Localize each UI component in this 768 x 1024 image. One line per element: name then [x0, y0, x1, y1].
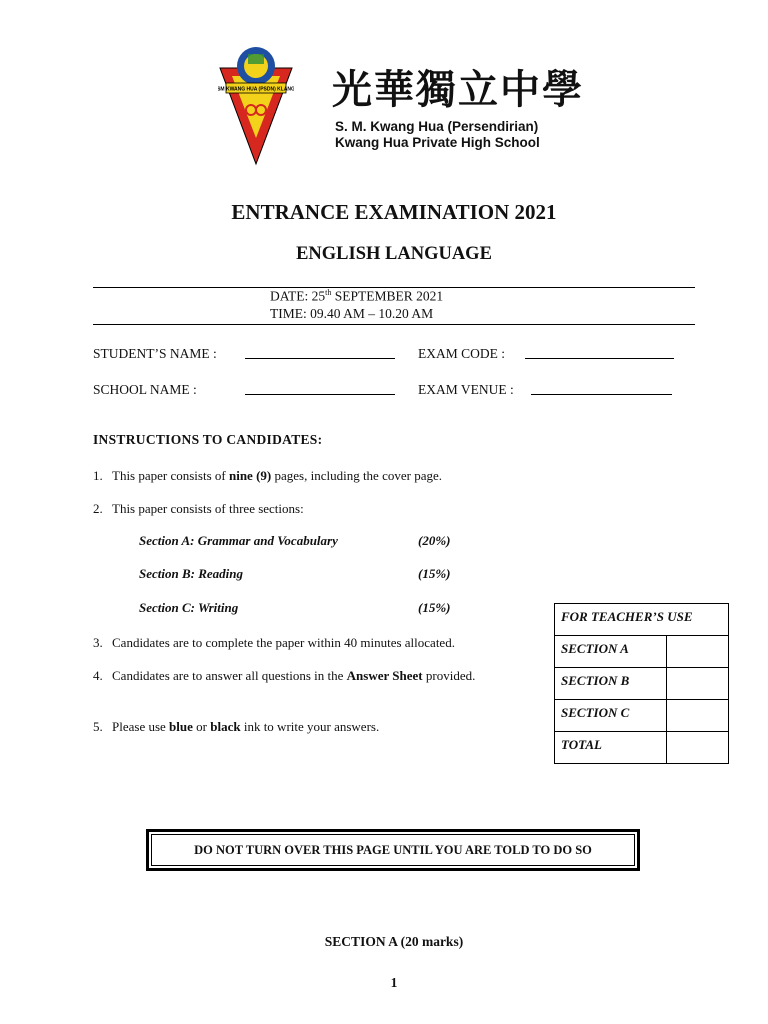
warning-text: DO NOT TURN OVER THIS PAGE UNTIL YOU ARE TOLD TO DO SO — [151, 834, 635, 866]
exam-title: ENTRANCE EXAMINATION 2021 — [231, 200, 557, 224]
school-name-line2: Kwang Hua Private High School — [335, 135, 540, 150]
school-name-field[interactable] — [245, 382, 395, 400]
teacher-row-label: TOTAL — [555, 732, 667, 764]
section-a-heading: SECTION A (20 marks) — [324, 934, 464, 949]
score-cell-section-c[interactable] — [667, 700, 729, 732]
exam-venue-field[interactable] — [531, 382, 672, 400]
student-name-label: STUDENT’S NAME : — [93, 346, 217, 361]
section-c-pct: (15%) — [418, 600, 451, 615]
score-cell-section-a[interactable] — [667, 636, 729, 668]
section-b-pct: (15%) — [418, 566, 451, 581]
exam-venue-label: EXAM VENUE : — [418, 382, 514, 397]
teacher-use-table — [554, 603, 729, 764]
instruction-1: 1. This paper consists of nine (9) pages, including the cover page. — [93, 468, 442, 483]
exam-code-label: EXAM CODE : — [418, 346, 505, 361]
section-a-pct: (20%) — [418, 533, 451, 548]
school-logo — [218, 46, 294, 166]
logo-text: SM KWANG HUA (PSDN) KLANG — [218, 86, 294, 93]
teacher-row-label: SECTION C — [555, 700, 667, 732]
exam-time: TIME: 09.40 AM – 10.20 AM — [270, 306, 434, 321]
school-name-line1: S. M. Kwang Hua (Persendirian) — [335, 119, 539, 134]
exam-date: DATE: 25th SEPTEMBER 2021 — [270, 288, 444, 304]
school-name-label: SCHOOL NAME : — [93, 382, 197, 397]
instructions-heading: INSTRUCTIONS TO CANDIDATES: — [93, 432, 323, 447]
instruction-3: 3. Candidates are to complete the paper within 40 minutes allocated. — [93, 635, 455, 650]
section-c-name: Section C: Writing — [139, 600, 239, 615]
score-cell-total[interactable] — [667, 732, 729, 764]
warning-box — [146, 829, 640, 871]
exam-code-field[interactable] — [525, 346, 674, 364]
teacher-table-header: FOR TEACHER’S USE — [555, 604, 729, 636]
instruction-4: 4. Candidates are to answer all questions in the Answer Sheet provided. — [93, 668, 476, 683]
rule-bottom — [93, 324, 695, 325]
teacher-row-label: SECTION A — [555, 636, 667, 668]
student-name-field[interactable] — [245, 346, 395, 364]
teacher-row-label: SECTION B — [555, 668, 667, 700]
score-cell-section-b[interactable] — [667, 668, 729, 700]
instruction-2: 2. This paper consists of three sections: — [93, 501, 304, 516]
exam-subject: ENGLISH LANGUAGE — [296, 244, 492, 264]
section-a-name: Section A: Grammar and Vocabulary — [139, 533, 338, 548]
school-chinese-name: 光華獨立中學 — [332, 67, 584, 113]
section-b-name: Section B: Reading — [139, 566, 244, 581]
page-number: 1 — [390, 975, 398, 990]
instruction-5: 5. Please use blue or black ink to write your answers. — [93, 719, 380, 734]
